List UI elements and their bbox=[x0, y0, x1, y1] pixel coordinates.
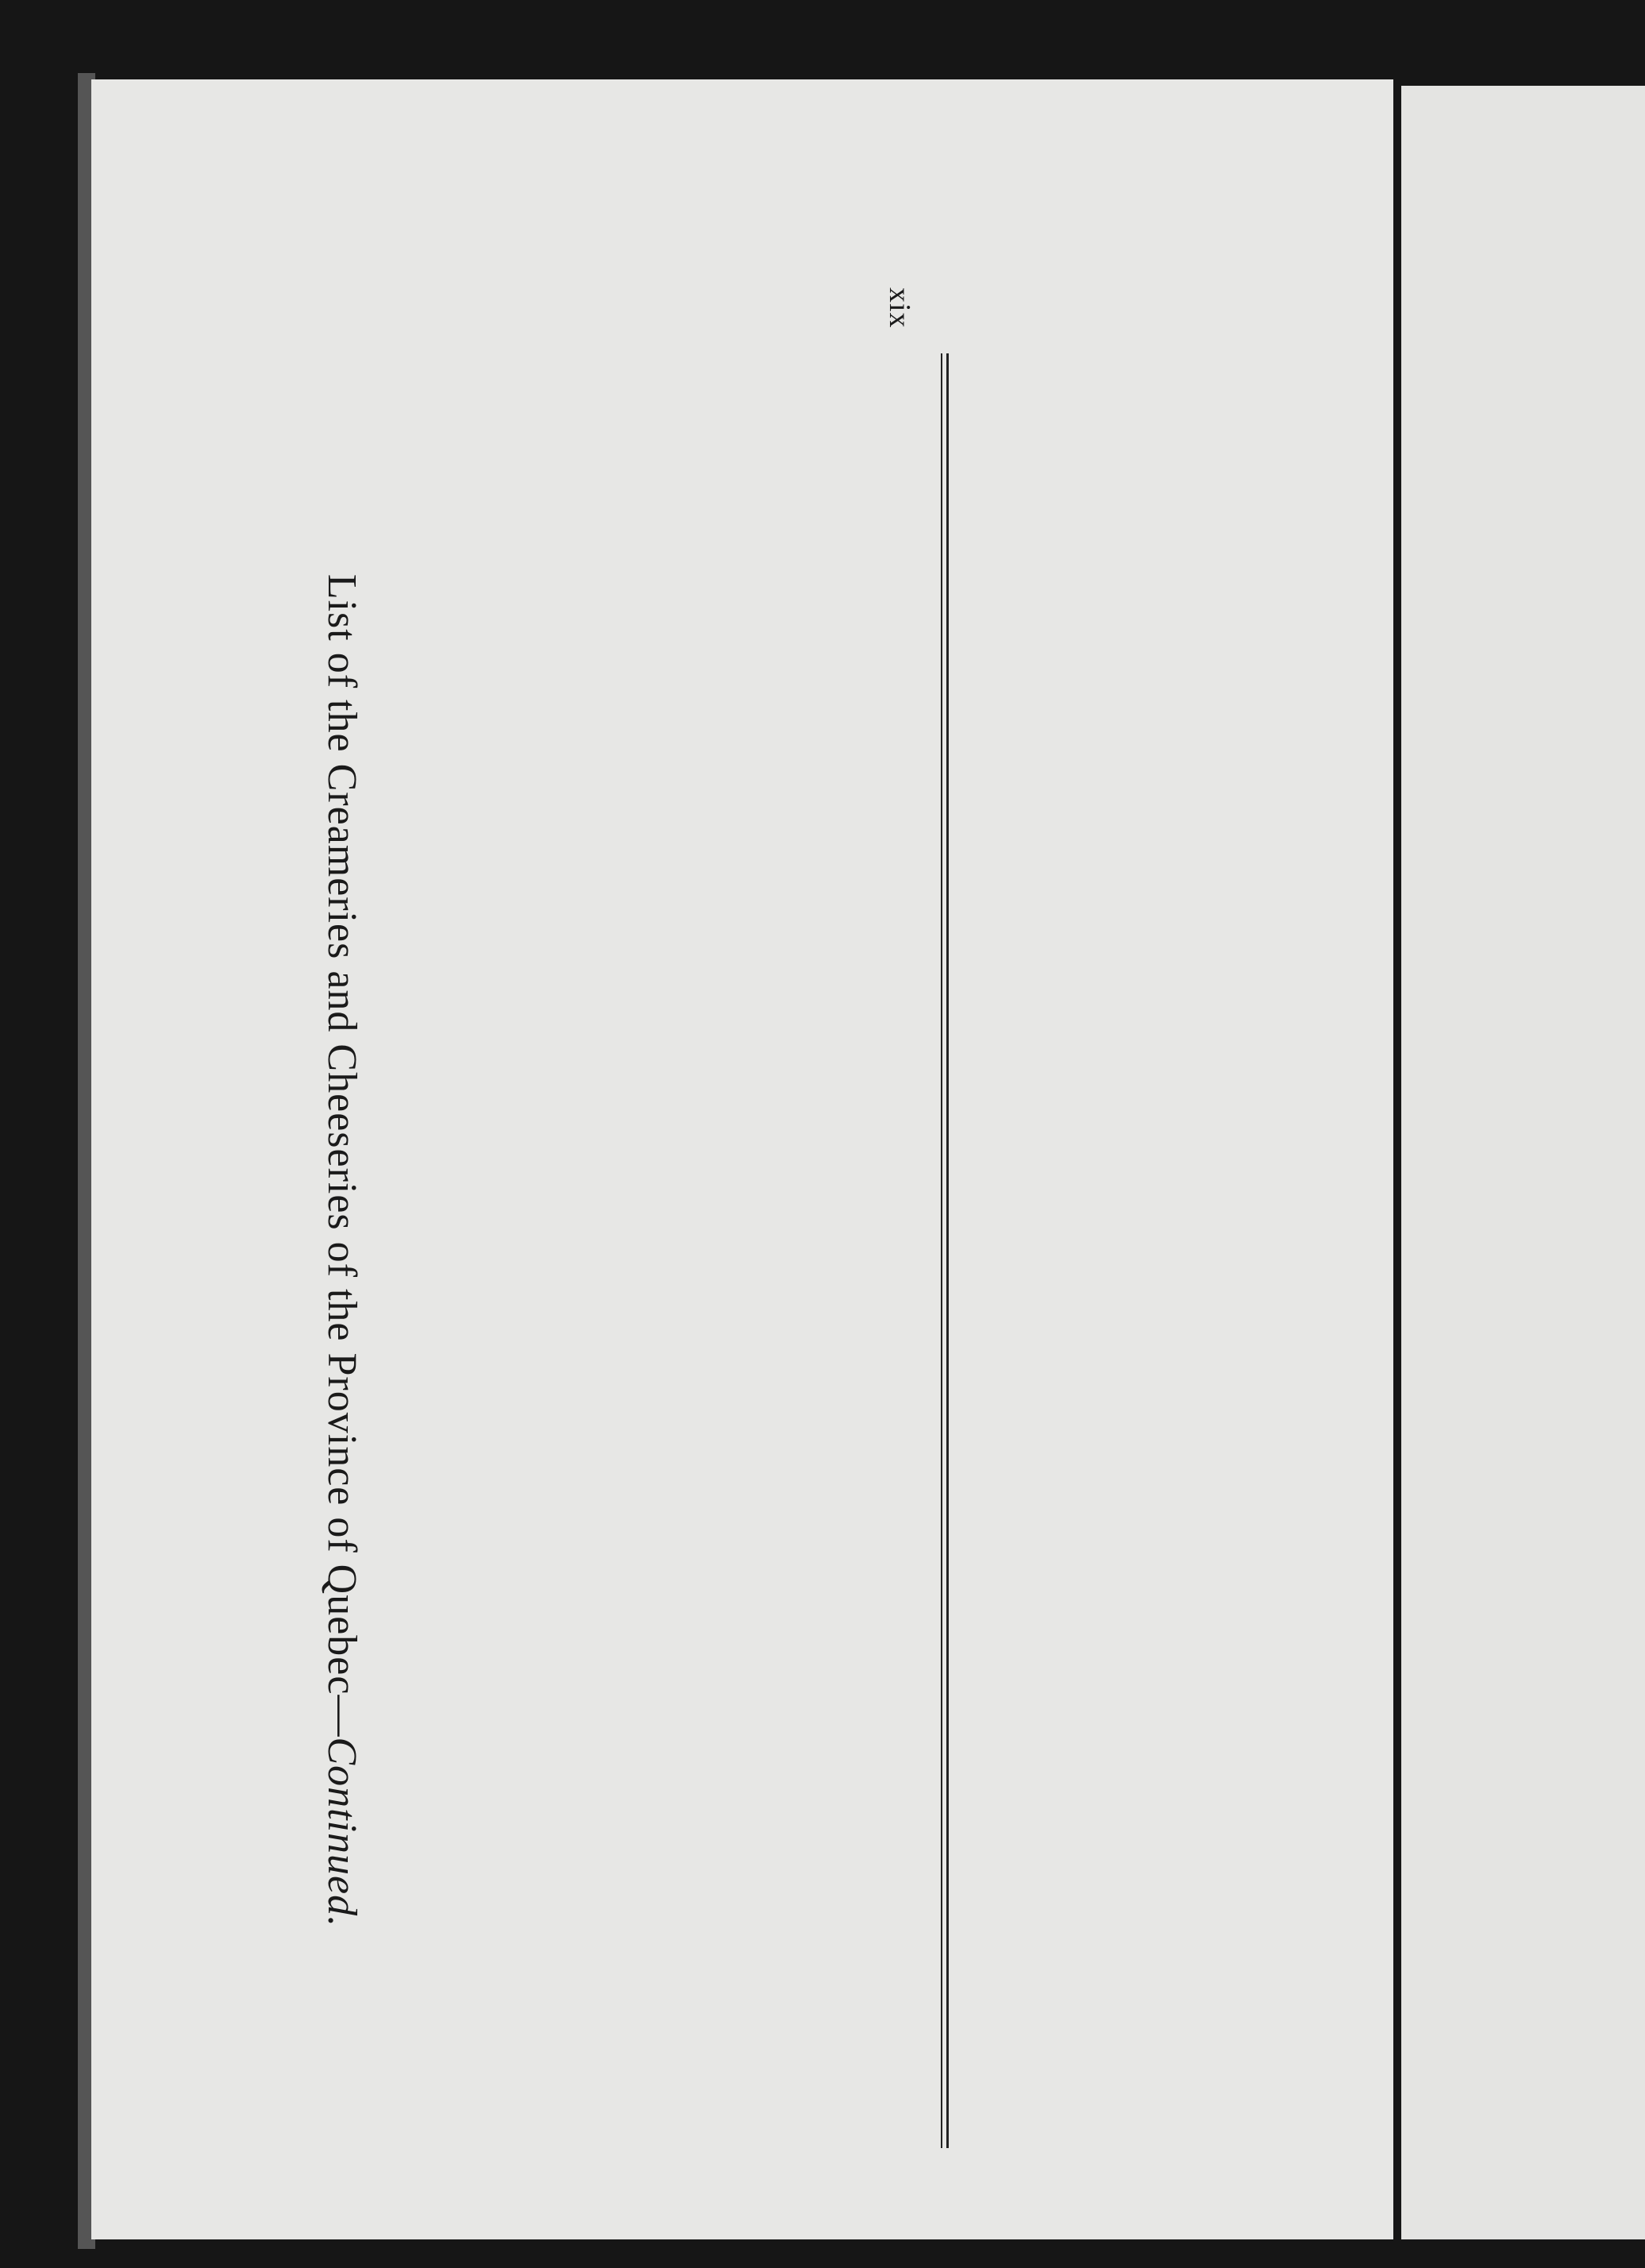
title-continued: Continued. bbox=[319, 1737, 364, 1928]
header-rule-thin bbox=[941, 353, 942, 2148]
header-rule bbox=[946, 353, 949, 2148]
page-xix bbox=[91, 79, 1393, 2239]
rotated-content bbox=[91, 79, 1393, 2239]
title-main: List of the Creameries and Cheeseries of the Province of Quebec— bbox=[319, 573, 364, 1738]
next-page-fragment bbox=[1401, 86, 1645, 2239]
page-title bbox=[318, 353, 365, 2148]
page-number: xix bbox=[883, 287, 916, 329]
